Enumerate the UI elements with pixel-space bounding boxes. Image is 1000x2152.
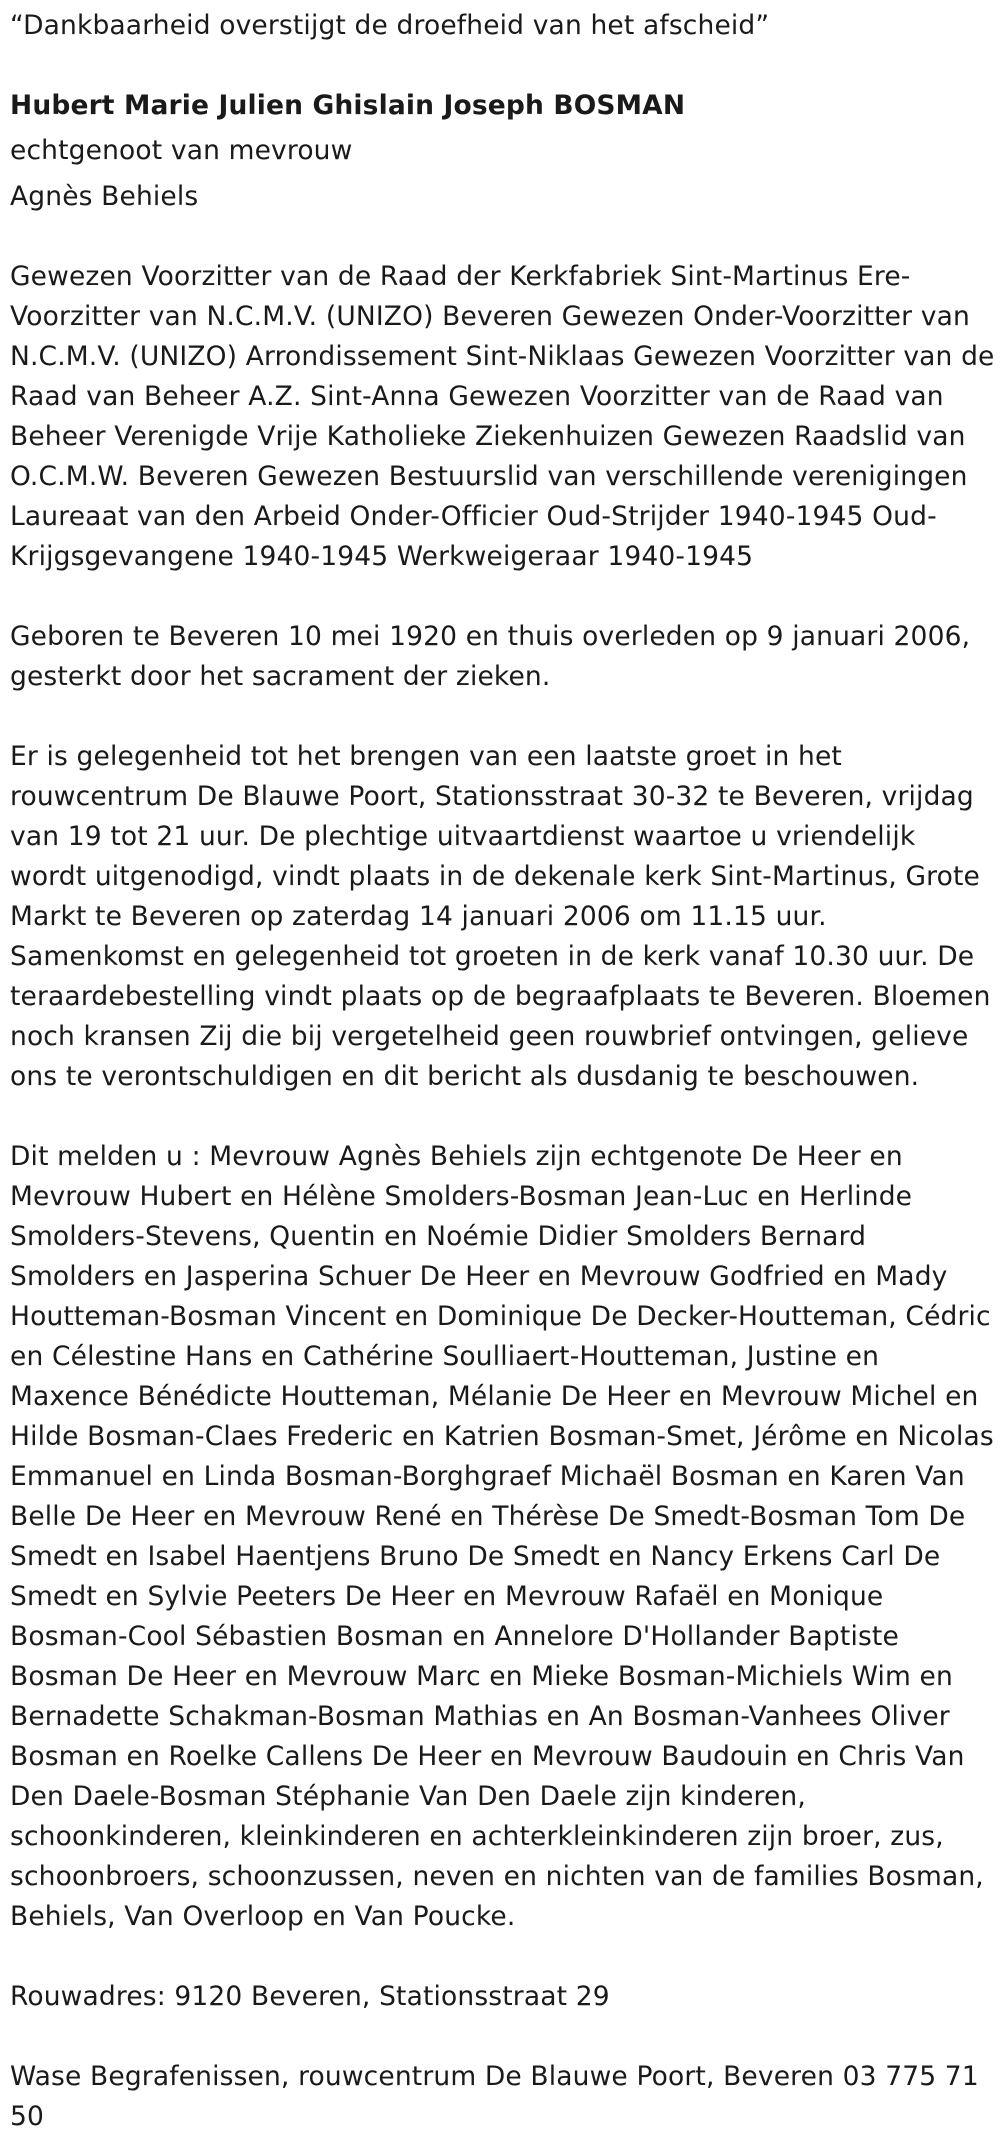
ceremony-paragraph: Er is gelegenheid tot het brengen van een laatste groet in het rouwcentrum De Blauwe Poort, Stationsstraat 30-32 te Beveren, vrijdag van 19 tot 21 uur. De plechtige uitvaartdienst waartoe u vriendelijk wordt uitgenodigd, vindt plaats in de dekenale kerk Sint-Martinus, Grote Markt te Beveren op zaterdag 14 januari 2006 om 11.15 uur. Samenkomst en gelegenheid tot groeten in de kerk vanaf 10.30 uur. De teraardebestelling vindt plaats op de begraafplaats te Beveren. Bloemen noch kransen Zij die bij vergetelheid geen rouwbrief ontvingen, gelieve ons te verontschuldigen en dit bericht als dusdanig te beschouwen.	[10, 741, 991, 1092]
birth-death-paragraph: Geboren te Beveren 10 mei 1920 en thuis overleden op 9 januari 2006, gesterkt door het sacrament der zieken.	[10, 621, 971, 692]
relation-text: echtgenoot van mevrouw	[10, 135, 353, 166]
spouse-name: Agnès Behiels	[10, 181, 199, 212]
deceased-name: Hubert Marie Julien Ghislain Joseph BOSMAN	[10, 90, 686, 121]
funeral-home: Wase Begrafenissen, rouwcentrum De Blauwe Poort, Beveren 03 775 71 50	[10, 2061, 979, 2132]
memorial-quote: “Dankbaarheid overstijgt de droefheid van het afscheid”	[10, 10, 770, 41]
family-paragraph: Dit melden u : Mevrouw Agnès Behiels zijn echtgenote De Heer en Mevrouw Hubert en Hélène Smolders-Bosman Jean-Luc en Herlinde Smolders-Stevens, Quentin en Noémie Didier Smolders Bernard Smolders en Jasperina Schuer De Heer en Mevrouw Godfried en Mady Houtteman-Bosman Vincent en Dominique De Decker-Houtteman, Cédric en Célestine Hans en Cathérine Soulliaert-Houtteman, Justine en Maxence Bénédicte Houtteman, Mélanie De Heer en Mevrouw Michel en Hilde Bosman-Claes Frederic en Katrien Bosman-Smet, Jérôme en Nicolas Emmanuel en Linda Bosman-Borghgraef Michaël Bosman en Karen Van Belle De Heer en Mevrouw René en Thérèse De Smedt-Bosman Tom De Smedt en Isabel Haentjens Bruno De Smedt en Nancy Erkens Carl De Smedt en Sylvie Peeters De Heer en Mevrouw Rafaël en Monique Bosman-Cool Sébastien Bosman en Annelore D'Hollander Baptiste Bosman De Heer en Mevrouw Marc en Mieke Bosman-Michiels Wim en Bernadette Schakman-Bosman Mathias en An Bosman-Vanhees Oliver Bosman en Roelke Callens De Heer en Mevrouw Baudouin en Chris Van Den Daele-Bosman Stéphanie Van Den Daele zijn kinderen, schoonkinderen, kleinkinderen en achterkleinkinderen zijn broer, zus, schoonbroers, schoonzussen, neven en nichten van de families Bosman, Behiels, Van Overloop en Van Poucke.	[10, 1141, 994, 1932]
obituary-notice	[10, 6, 995, 2137]
mourning-address: Rouwadres: 9120 Beveren, Stationsstraat 29	[10, 1981, 610, 2012]
functions-paragraph: Gewezen Voorzitter van de Raad der Kerkfabriek Sint-Martinus Ere-Voorzitter van N.C.M.V. (UNIZO) Beveren Gewezen Onder-Voorzitter van N.C.M.V. (UNIZO) Arrondissement Sint-Niklaas Gewezen Voorzitter van de Raad van Beheer A.Z. Sint-Anna Gewezen Voorzitter van de Raad van Beheer Verenigde Vrije Katholieke Ziekenhuizen Gewezen Raadslid van O.C.M.W. Beveren Gewezen Bestuurslid van verschillende verenigingen Laureaat van den Arbeid Onder-Officier Oud-Strijder 1940-1945 Oud-Krijgsgevangene 1940-1945 Werkweigeraar 1940-1945	[10, 261, 995, 572]
